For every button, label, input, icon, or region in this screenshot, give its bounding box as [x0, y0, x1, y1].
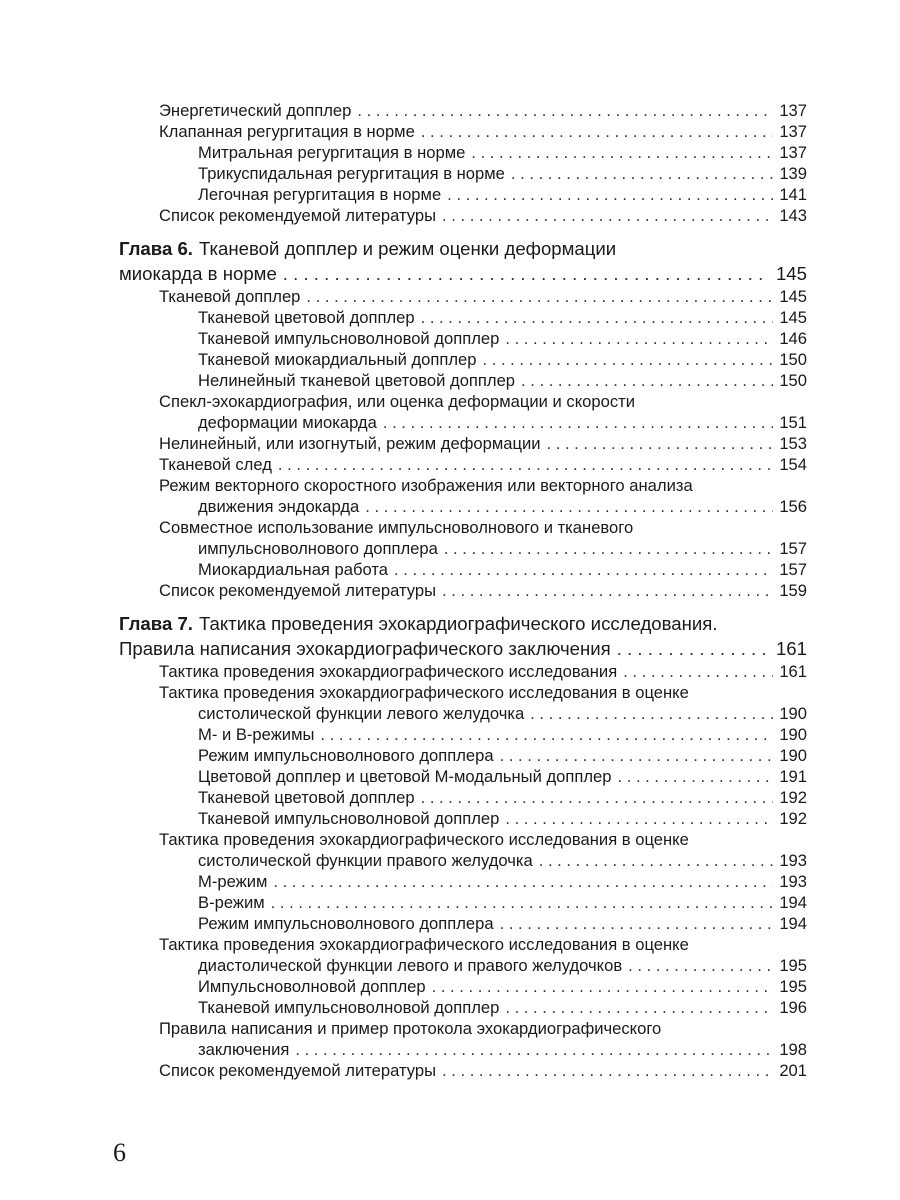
toc-line	[198, 142, 807, 163]
toc-line	[159, 433, 807, 454]
dot-leader	[421, 307, 774, 328]
toc-line	[198, 307, 807, 328]
toc-entry	[119, 892, 807, 913]
toc-line	[159, 121, 807, 142]
entry-title: Совместное использование импульсноволнового и тканевого	[159, 518, 634, 537]
table-of-contents	[119, 100, 807, 1091]
page-ref: 141	[779, 185, 807, 204]
entry-title: Митральная регургитация в норме	[198, 143, 466, 162]
toc-line	[198, 370, 807, 391]
entry-title: заключения	[198, 1040, 290, 1059]
toc-entry	[119, 1060, 807, 1081]
entry-title: импульсноволнового допплера	[198, 539, 438, 558]
toc-entry	[119, 370, 807, 391]
page-ref: 139	[779, 164, 807, 183]
toc-entry	[119, 433, 807, 454]
toc-line	[159, 286, 807, 307]
toc-line	[198, 745, 807, 766]
chapter-heading	[119, 611, 807, 661]
entry-title: В-режим	[198, 893, 265, 912]
toc-line	[198, 328, 807, 349]
page-ref: 161	[775, 638, 807, 659]
entry-title: Клапанная регургитация в норме	[159, 122, 415, 141]
page-ref: 146	[779, 329, 807, 348]
toc-entry	[119, 871, 807, 892]
toc-line	[159, 454, 807, 475]
toc-line	[159, 829, 807, 850]
toc-entry	[119, 934, 807, 976]
toc-entry	[119, 286, 807, 307]
chapter-title-line: миокарда в норме	[119, 263, 277, 284]
page-ref: 150	[779, 371, 807, 390]
toc-entry	[119, 559, 807, 580]
entry-title: Цветовой допплер и цветовой М-модальный допплер	[198, 767, 612, 786]
entry-title: Тканевой цветовой допплер	[198, 788, 415, 807]
toc-entry	[119, 184, 807, 205]
entry-title: Режим импульсноволнового допплера	[198, 914, 494, 933]
toc-line	[198, 997, 807, 1018]
entry-title: Нелинейный тканевой цветовой допплер	[198, 371, 516, 390]
page-ref: 190	[779, 725, 807, 744]
dot-leader	[432, 976, 774, 997]
dot-leader	[357, 100, 773, 121]
dot-leader	[365, 496, 773, 517]
dot-leader	[283, 261, 770, 286]
entry-title: деформации миокарда	[198, 413, 377, 432]
toc-line	[119, 636, 807, 661]
entry-title: Нелинейный, или изогнутый, режим деформации	[159, 434, 541, 453]
dot-leader	[547, 433, 774, 454]
dot-leader	[442, 580, 773, 601]
toc-line	[198, 163, 807, 184]
toc-entry	[119, 328, 807, 349]
toc-line	[159, 517, 807, 538]
toc-line	[198, 559, 807, 580]
dot-leader	[320, 724, 773, 745]
page-ref: 145	[779, 287, 807, 306]
entry-title: движения эндокарда	[198, 497, 360, 516]
toc-line	[198, 892, 807, 913]
toc-line	[159, 580, 807, 601]
toc-entry	[119, 745, 807, 766]
entry-title: Список рекомендуемой литературы	[159, 1061, 437, 1080]
dot-leader	[278, 454, 773, 475]
dot-leader	[618, 766, 774, 787]
entry-title: Импульсноволновой допплер	[198, 977, 426, 996]
toc-line	[198, 787, 807, 808]
toc-entry	[119, 349, 807, 370]
toc-line	[159, 496, 807, 517]
page-ref: 201	[779, 1061, 807, 1080]
entry-title: систолической функции левого желудочка	[198, 704, 525, 723]
entry-title: Тканевой цветовой допплер	[198, 308, 415, 327]
toc-entry	[119, 808, 807, 829]
toc-entry	[119, 682, 807, 724]
toc-line	[159, 1060, 807, 1081]
dot-leader	[271, 892, 774, 913]
chapter-title-line: Тканевой допплер и режим оценки деформации	[198, 238, 617, 259]
toc-entry	[119, 787, 807, 808]
toc-entry	[119, 121, 807, 142]
page-ref: 190	[779, 746, 807, 765]
page-ref: 193	[779, 851, 807, 870]
dot-leader	[471, 142, 773, 163]
toc-line	[198, 976, 807, 997]
page-ref: 191	[779, 767, 807, 786]
toc-line	[159, 850, 807, 871]
toc-line	[159, 955, 807, 976]
page-ref: 154	[779, 455, 807, 474]
page-ref: 198	[779, 1040, 807, 1059]
toc-line	[198, 349, 807, 370]
entry-title: М- и В-режимы	[198, 725, 315, 744]
page-ref: 196	[779, 998, 807, 1017]
dot-leader	[511, 163, 773, 184]
entry-title: Спекл-эхокардиография, или оценка деформации и скорости	[159, 392, 636, 411]
entry-title: Тактика проведения эхокардиографического исследования	[159, 662, 618, 681]
page-ref: 157	[779, 539, 807, 558]
dot-leader	[617, 636, 770, 661]
dot-leader	[623, 661, 773, 682]
dot-leader	[394, 559, 773, 580]
page-ref: 190	[779, 704, 807, 723]
toc-entry	[119, 580, 807, 601]
toc-line	[198, 808, 807, 829]
page-ref: 157	[779, 560, 807, 579]
toc-line	[198, 913, 807, 934]
dot-leader	[447, 184, 773, 205]
toc-entry	[119, 976, 807, 997]
toc-section	[119, 236, 807, 601]
chapter-title-line: Правила написания эхокардиографического заключения	[119, 638, 611, 659]
entry-title: Тканевой импульсноволновой допплер	[198, 329, 500, 348]
toc-line	[198, 871, 807, 892]
entry-title: Список рекомендуемой литературы	[159, 206, 437, 225]
entry-title: Тактика проведения эхокардиографического исследования в оценке	[159, 830, 689, 849]
toc-entry	[119, 829, 807, 871]
toc-line	[159, 682, 807, 703]
toc-entry	[119, 307, 807, 328]
entry-title: Тканевой след	[159, 455, 272, 474]
dot-leader	[483, 349, 774, 370]
toc-section	[119, 100, 807, 226]
dot-leader	[383, 412, 773, 433]
page-ref: 194	[779, 914, 807, 933]
dot-leader	[505, 328, 773, 349]
entry-title: диастолической функции левого и правого желудочков	[198, 956, 623, 975]
dot-leader	[421, 121, 774, 142]
dot-leader	[442, 205, 773, 226]
toc-entry	[119, 391, 807, 433]
dot-leader	[628, 955, 773, 976]
toc-line	[159, 205, 807, 226]
page-ref: 195	[779, 956, 807, 975]
dot-leader	[273, 871, 773, 892]
page-ref: 153	[779, 434, 807, 453]
toc-line	[159, 391, 807, 412]
entry-title: Тактика проведения эхокардиографического исследования в оценке	[159, 683, 689, 702]
entry-title: систолической функции правого желудочка	[198, 851, 533, 870]
toc-entry	[119, 205, 807, 226]
dot-leader	[306, 286, 773, 307]
toc-entry	[119, 163, 807, 184]
toc-line	[159, 100, 807, 121]
toc-line	[198, 766, 807, 787]
toc-line	[159, 412, 807, 433]
entry-title: Тканевой импульсноволновой допплер	[198, 998, 500, 1017]
entry-title: Режим векторного скоростного изображения или векторного анализа	[159, 476, 693, 495]
page-ref: 143	[779, 206, 807, 225]
page-ref: 193	[779, 872, 807, 891]
toc-section	[119, 611, 807, 1081]
entry-title: Энергетический допплер	[159, 101, 352, 120]
toc-entry	[119, 475, 807, 517]
dot-leader	[505, 808, 773, 829]
dot-leader	[421, 787, 774, 808]
entry-title: Легочная регургитация в норме	[198, 185, 442, 204]
page-ref: 159	[779, 581, 807, 600]
page-ref: 145	[779, 308, 807, 327]
page-ref: 192	[779, 788, 807, 807]
toc-line	[159, 1039, 807, 1060]
toc-line	[198, 724, 807, 745]
toc-entry	[119, 1018, 807, 1060]
toc-line	[119, 261, 807, 286]
toc-entry	[119, 913, 807, 934]
toc-entry	[119, 142, 807, 163]
entry-title: Тканевой миокардиальный допплер	[198, 350, 477, 369]
dot-leader	[505, 997, 773, 1018]
page-ref: 137	[779, 143, 807, 162]
page-ref: 151	[779, 413, 807, 432]
toc-line	[159, 1018, 807, 1039]
entry-title: Список рекомендуемой литературы	[159, 581, 437, 600]
entry-title: Режим импульсноволнового допплера	[198, 746, 494, 765]
page-ref: 156	[779, 497, 807, 516]
entry-title: Миокардиальная работа	[198, 560, 388, 579]
toc-entry	[119, 661, 807, 682]
page-number: 6	[113, 1138, 126, 1167]
toc-line	[119, 236, 807, 261]
toc-entry	[119, 517, 807, 559]
toc-line	[159, 475, 807, 496]
chapter-label: Глава 7.	[119, 613, 193, 634]
toc-entry	[119, 724, 807, 745]
entry-title: Тактика проведения эхокардиографического исследования в оценке	[159, 935, 689, 954]
chapter-label: Глава 6.	[119, 238, 193, 259]
page-ref: 161	[779, 662, 807, 681]
page-ref: 145	[775, 263, 807, 284]
dot-leader	[500, 913, 774, 934]
entry-title: Тканевой импульсноволновой допплер	[198, 809, 500, 828]
toc-line	[159, 934, 807, 955]
dot-leader	[530, 703, 773, 724]
toc-entry	[119, 997, 807, 1018]
page-ref: 137	[779, 101, 807, 120]
toc-line	[159, 538, 807, 559]
entry-title: Правила написания и пример протокола эхокардиографического	[159, 1019, 662, 1038]
dot-leader	[295, 1039, 773, 1060]
toc-entry	[119, 100, 807, 121]
entry-title: М-режим	[198, 872, 268, 891]
toc-line	[198, 184, 807, 205]
page-ref: 150	[779, 350, 807, 369]
page-ref: 137	[779, 122, 807, 141]
dot-leader	[539, 850, 774, 871]
page-ref: 192	[779, 809, 807, 828]
dot-leader	[444, 538, 773, 559]
entry-title: Трикуспидальная регургитация в норме	[198, 164, 505, 183]
toc-entry	[119, 766, 807, 787]
chapter-heading	[119, 236, 807, 286]
dot-leader	[521, 370, 773, 391]
entry-title: Тканевой допплер	[159, 287, 301, 306]
toc-line	[159, 703, 807, 724]
toc-line	[119, 611, 807, 636]
toc-line	[159, 661, 807, 682]
page-ref: 194	[779, 893, 807, 912]
page-ref: 195	[779, 977, 807, 996]
chapter-title-line: Тактика проведения эхокардиографического исследования.	[198, 613, 718, 634]
dot-leader	[500, 745, 774, 766]
dot-leader	[442, 1060, 773, 1081]
toc-entry	[119, 454, 807, 475]
